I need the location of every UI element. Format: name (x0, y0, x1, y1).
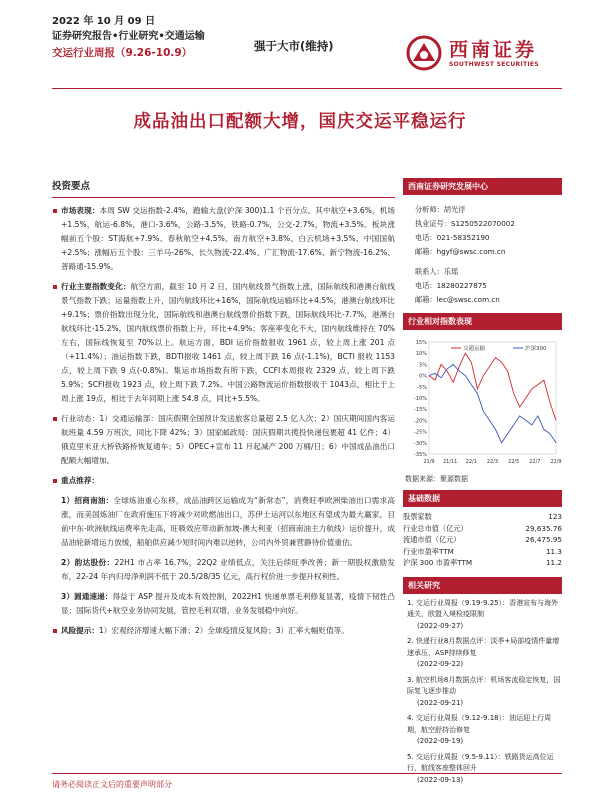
bullet-text: 行业动态：1）交通运输部：国庆假期全国预计发送旅客总量超 2.5 亿人次；2）国庆期间国内客运航班量 4.59 万班次，同比下降 42%；3）国家邮政局：国庆假期共揽投快递包裹超 41 亿件；4）俄克里米亚大桥铁路桥恢复通车；5）OPEC+宣布 11 月起减产 200 万桶/日；6）中国成品油出口配额大幅增加。 (61, 414, 395, 465)
series-line (429, 364, 556, 442)
chart-frame (429, 342, 556, 454)
report-header (52, 14, 205, 61)
recommendation-lead: 2）韵达股份： (61, 558, 115, 567)
sidebar (403, 178, 562, 790)
base-data-label: 流通市值（亿元） (403, 535, 461, 544)
rating-label: 强于大市(维持) (254, 39, 334, 53)
y-tick-label: -25% (414, 429, 427, 436)
bullet-market (52, 204, 395, 274)
y-tick-label: -35% (414, 452, 427, 458)
perf-chart (403, 330, 562, 472)
bullet-text: 本周 SW 交运指数-2.4%，跑输大盘(沪深 300)1.1 个百分点。其中航空+3.6%，机场+1.5%，航运-6.8%，港口-3.6%，公路-3.5%，铁路-0.7%，公交-2.7%，物流+3.5%。板块涨幅前五个股：ST海航+7.9%、春秋航空+4.5%、南方航空+3.8%、白云机场+3.5%、中国国航+2.5%；涨幅后五个股：三羊马-26%、长久物流-22.4%、广汇物流-17.6%、新宁物流-16.2%、普路通-15.9%。 (61, 206, 395, 271)
contact-name: 联系人：乐瑶 (415, 267, 459, 276)
analyst-name: 分析师：胡光浮 (415, 205, 466, 214)
logo-name-cn: 西南证券 (449, 39, 538, 61)
x-tick-label: 21/9 (423, 459, 435, 465)
base-data-table (403, 511, 562, 569)
base-data-row (403, 523, 562, 535)
base-data-value: 26,475.95 (525, 535, 562, 544)
y-tick-label: -5% (417, 384, 427, 391)
recommendation-item (52, 556, 395, 584)
x-tick-label: 22/5 (508, 459, 520, 465)
recommendation-lead: 1）招商南油： (61, 496, 114, 505)
related-report-title: 3. 航空机场8月数据点评：机场客流稳定恢复，国际复飞逐步推动 (407, 675, 561, 695)
analyst-phone: 电话：021-58352190 (415, 233, 490, 242)
related-report[interactable] (407, 713, 562, 748)
bullet-news (52, 412, 395, 468)
summary-heading: 投资要点 (52, 181, 91, 192)
related-report[interactable] (407, 752, 562, 787)
analyst-heading: 西南证券研究发展中心 (403, 178, 562, 195)
recommendation-lead: 3）圆通速递： (61, 592, 113, 601)
recommendation-text: 22H1 市占率 16.7%，22Q2 业绩低点，关注后续旺季改善；新一期股权激励发布，22-24 年内归母净利润不低于 20.5/28/35 亿元，高行权价进一步提升权利性。 (61, 558, 395, 581)
perf-chart-svg (403, 330, 562, 472)
x-tick-label: 21/11 (442, 459, 458, 465)
perf-chart-heading: 行业相对指数表现 (403, 313, 562, 330)
header-divider (52, 88, 562, 89)
bullet-picks (52, 474, 395, 488)
related-report-date: (2022-09-13) (417, 775, 464, 784)
base-data-label: 沪深 300 市盈率TTM (403, 558, 473, 567)
related-report-date: (2022-09-19) (417, 737, 464, 745)
related-report-title: 4. 交运行业周报（9.12-9.18）：油运迎上行周期，航空舒持治修复 (407, 714, 552, 734)
bullet-lead: 风险提示： (61, 626, 99, 635)
base-data-label: 行业市盈率TTM (403, 546, 454, 556)
base-data-value: 11.3 (545, 546, 562, 556)
related-report-date: (2022-09-22) (417, 660, 464, 668)
logo-name-en: SOUTHWEST SECURITIES (449, 61, 539, 68)
analyst-block (403, 195, 562, 313)
contact-email[interactable]: 邮箱：lec@swsc.com.cn (415, 295, 500, 304)
base-data-heading: 基础数据 (403, 490, 562, 507)
bullet-text: 1）宏观经济增速大幅下滑；2）全球疫情反复风险；3）汇率大幅贬值等。 (98, 626, 349, 635)
bullet-lead: 市场表现： (61, 206, 100, 215)
y-tick-label: 10% (415, 351, 427, 358)
y-tick-label: -10% (414, 396, 427, 402)
related-heading: 相关研究 (403, 577, 562, 594)
legend-label: 交通运输 (463, 346, 486, 352)
base-data-row (403, 546, 562, 558)
related-report-title: 5. 交运行业周报（9.5-9.11）：铁路货运高位运行，航线客座整体回升 (407, 752, 554, 772)
y-tick-label: -30% (414, 440, 427, 447)
report-subtitle: 交运行业周报（9.26-10.9） (52, 47, 193, 59)
analyst-email[interactable]: 邮箱：hgyf@swsc.com.cn (415, 247, 506, 256)
related-list (403, 594, 562, 787)
base-data-row (403, 534, 562, 546)
base-data-value: 29,635.76 (525, 523, 562, 533)
report-category: 证券研究报告•行业研究•交通运输 (52, 31, 205, 42)
logo-emblem-icon (405, 35, 443, 71)
recommendation-text: 全球炼油重心东移，成品油跨区运输成为“新常态”，消费旺季欧洲柴油出口需求高涨，而美国炼油厂在政府施压下将减少对欧燃油出口，苏伊士运河以东地区有望成为最大赢家，目前中东-欧洲航线运费率先走高，旺吸效应带动新加坡-澳大利亚（招商南油主力航线）运价提升，成品油轮新增运力放缓，船舶供应减少短时间内难以逆转，公司内外贸兼营静待价值重估。 (61, 496, 395, 547)
y-tick-label: 15% (415, 340, 427, 346)
bullet-lead: 行业主要指数变化： (61, 282, 131, 291)
recommendation-item (52, 494, 395, 550)
contact-phone: 电话：18280227875 (415, 281, 487, 290)
related-report[interactable] (407, 636, 562, 671)
related-report-date: (2022-09-27) (417, 621, 464, 630)
company-logo (405, 33, 560, 73)
x-tick-label: 22/1 (465, 459, 477, 465)
bullet-lead: 重点推荐： (61, 476, 99, 485)
summary-rule (52, 197, 395, 198)
investment-summary (52, 178, 395, 644)
y-tick-label: 5% (419, 362, 427, 369)
related-report[interactable] (407, 598, 562, 633)
base-data-value: 123 (548, 512, 562, 521)
x-tick-label: 22/3 (486, 459, 499, 465)
x-tick-label: 22/7 (529, 459, 541, 465)
y-tick-label: -20% (414, 418, 427, 425)
x-tick-label: 22/9 (550, 459, 562, 465)
recommendation-item (52, 590, 395, 618)
report-date: 2022 年 10 月 09 日 (52, 16, 156, 27)
related-report-title: 2. 快递行业8月数据点评：淡季+局部疫情件量增速承压，ASP持续修复 (407, 637, 560, 657)
base-data-value: 11.2 (545, 558, 562, 567)
footer-divider (52, 773, 562, 774)
bullet-indices (52, 280, 395, 406)
recommendation-text: 得益于 ASP 提升及成本有效控制，2022H1 快递单票毛利修复显著，疫情下韧性凸显；国际货代+航空业务协同发展，管控毛利双增，业务发展稳中向好。 (61, 592, 395, 615)
base-data-row (403, 511, 562, 523)
bullet-text: 航空方面，截至 10 月 2 日，国内航线景气指数上涨，国际航线和港澳台航线景气指数下跌；运量指数上升，国内航线环比+16%，国际航线运输环比+4.5%，港澳台航线环比+9.1%；票价指数出现分化，国际航线和港澳台航线票价指数下跌，国际航线环比-7.7%，港澳台航线环比-15.2%，国内航线票价指数上升，环比+4.9%；客座率变化不大，国内航线维持在 70%左右，国际线恢复至 70%以上。航运方面，BDI 运价指数报收 1961 点，较上周上涨 201 点（+11.4%）；油运指数下跌，BDTI报收 1461 点，较上周下跌 16 点(-1.1%)，BCTI 报收 1153 点，较上周下跌 9 点(-0.8%)。集运市场指数有所下跌，CCFI本周报收 2329 点，较上周下跌 5.9%；SCFI报收 1923 点，较上周下跌 7.2%。中国公路物流运价指数报收于 1043点，相比于上周上涨 19点，相比于去年同期上涨 54.8 点，同比+5.5%。 (61, 282, 395, 403)
y-tick-label: 0% (419, 373, 427, 380)
legend-label: 沪深300 (525, 346, 547, 352)
analyst-license: 执业证号：S1250522070002 (415, 219, 515, 228)
related-report-date: (2022-09-21) (417, 698, 464, 707)
bullet-risk (52, 624, 395, 638)
series-line (429, 353, 556, 420)
y-tick-label: -15% (414, 407, 427, 414)
base-data-label: 行业总市值（亿元） (403, 523, 468, 533)
chart-source: 数据来源：聚源数据 (405, 475, 468, 483)
related-report[interactable] (407, 675, 562, 710)
report-title: 成品油出口配额大增，国庆交运平稳运行 (133, 112, 467, 132)
base-data-row (403, 557, 562, 569)
footer-disclaimer: 请务必阅读正文后的重要声明部分 (52, 780, 172, 789)
base-data-label: 股票家数 (403, 512, 432, 521)
related-report-title: 1. 交运行业周报（9.19-9.25）：香港宣布与海外通关，欧盟入境检疫限制 (407, 598, 559, 618)
